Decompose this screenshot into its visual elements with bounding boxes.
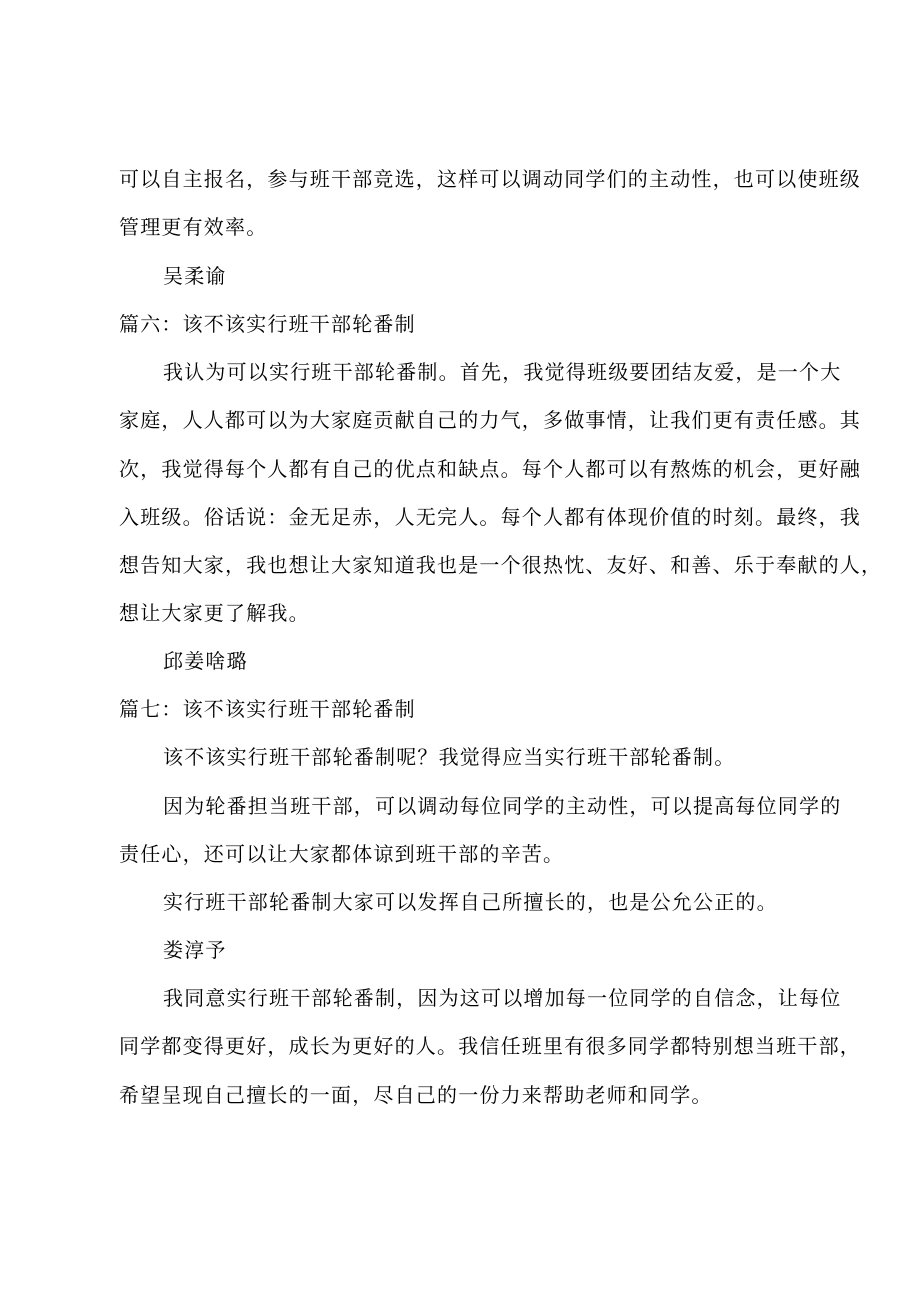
paragraph-line: 可以自主报名，参与班干部竞选，这样可以调动同学们的主动性，也可以使班级 [119,167,861,191]
paragraph-line: 实行班干部轮番制大家可以发挥自己所擅长的，也是公允公正的。 [163,890,778,914]
paragraph-line: 管理更有效率。 [119,215,268,239]
paragraph-line: 入班级。俗话说：金无足赤，人无完人。每个人都有体现价值的时刻。最终，我 [119,505,861,529]
paragraph-line: 同学都变得更好，成长为更好的人。我信任班里有很多同学都特别想当班干部， [119,1034,861,1058]
paragraph-line: 次，我觉得每个人都有自己的优点和缺点。每个人都可以有熬炼的机会，更好融 [119,457,861,481]
paragraph-line: 我认为可以实行班干部轮番制。首先，我觉得班级要团结友爱，是一个大 [163,360,842,384]
author-name: 吴柔谕 [163,264,227,288]
paragraph-line: 因为轮番担当班干部，可以调动每位同学的主动性，可以提高每位同学的 [163,794,842,818]
paragraph-line: 我同意实行班干部轮番制，因为这可以增加每一位同学的自信念，让每位 [163,986,842,1010]
paragraph-line: 想告知大家，我也想让大家知道我也是一个很热忱、友好、和善、乐于奉献的人， [119,553,883,577]
paragraph-line: 该不该实行班干部轮番制呢？我觉得应当实行班干部轮番制。 [163,745,736,769]
section-heading: 篇七：该不该实行班干部轮番制 [119,697,416,721]
paragraph-line: 家庭，人人都可以为大家庭贡献自己的力气，多做事情，让我们更有责任感。其 [119,408,861,432]
section-heading: 篇六：该不该实行班干部轮番制 [119,312,416,336]
paragraph-line: 责任心，还可以让大家都体谅到班干部的辛苦。 [119,842,565,866]
paragraph-line: 想让大家更了解我。 [119,601,310,625]
paragraph-line: 希望呈现自己擅长的一面，尽自己的一份力来帮助老师和同学。 [119,1083,713,1107]
author-name: 娄淳予 [163,938,227,962]
author-name: 邱姜啥璐 [163,649,248,673]
